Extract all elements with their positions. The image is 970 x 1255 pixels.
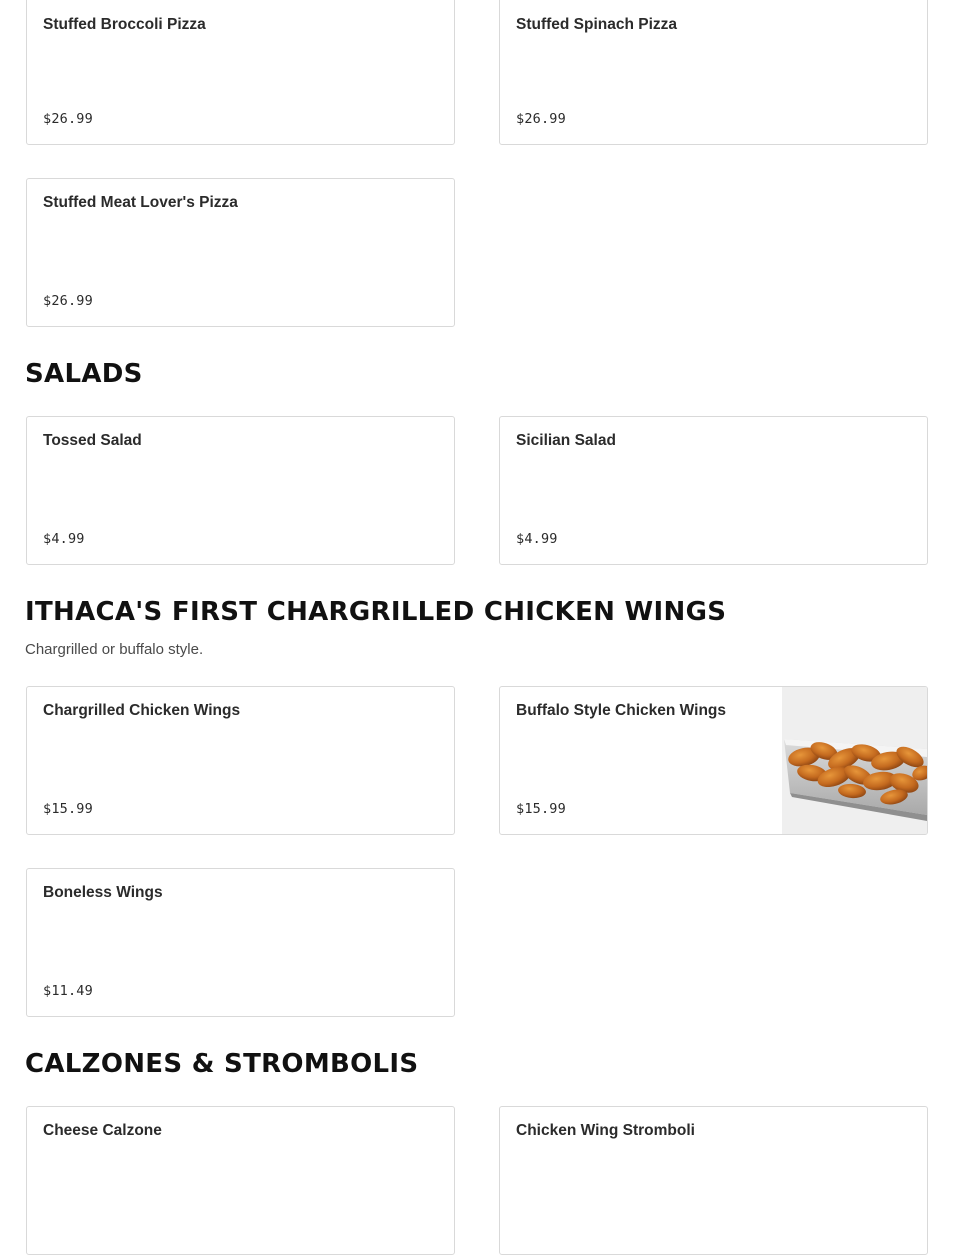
- section-description: Chargrilled or buffalo style.: [25, 641, 204, 658]
- section-title-salads: SALADS: [25, 359, 143, 389]
- item-price: $26.99: [516, 111, 566, 127]
- chicken-wings-tray-image: [782, 687, 927, 834]
- menu-item-card[interactable]: [26, 686, 455, 835]
- item-name: Chargrilled Chicken Wings: [43, 702, 241, 719]
- menu-item-card[interactable]: [26, 868, 455, 1017]
- menu-item-card[interactable]: [499, 416, 928, 565]
- section-title-calzones: CALZONES & STROMBOLIS: [25, 1049, 419, 1079]
- item-price: $4.99: [43, 531, 85, 547]
- item-price: $15.99: [43, 801, 93, 817]
- menu-item-card[interactable]: [499, 686, 928, 835]
- item-name: Cheese Calzone: [43, 1122, 162, 1139]
- section-title-wings: ITHACA'S FIRST CHARGRILLED CHICKEN WINGS: [25, 597, 727, 627]
- item-price: $4.99: [516, 531, 558, 547]
- menu-item-card[interactable]: [26, 178, 455, 327]
- item-price: $15.99: [516, 801, 566, 817]
- item-price: $11.49: [43, 983, 93, 999]
- item-name: Buffalo Style Chicken Wings: [516, 702, 726, 719]
- item-name: Stuffed Broccoli Pizza: [43, 16, 206, 33]
- item-photo: [782, 687, 927, 834]
- item-price: $26.99: [43, 293, 93, 309]
- menu-item-card[interactable]: [499, 1106, 928, 1255]
- item-name: Tossed Salad: [43, 432, 142, 449]
- item-name: Boneless Wings: [43, 884, 163, 901]
- menu-item-card[interactable]: [499, 0, 928, 145]
- item-price: $26.99: [43, 111, 93, 127]
- menu-item-card[interactable]: [26, 416, 455, 565]
- item-name: Stuffed Meat Lover's Pizza: [43, 194, 238, 211]
- menu-item-card[interactable]: [26, 1106, 455, 1255]
- item-name: Chicken Wing Stromboli: [516, 1122, 695, 1139]
- menu-item-card[interactable]: [26, 0, 455, 145]
- item-name: Sicilian Salad: [516, 432, 616, 449]
- item-name: Stuffed Spinach Pizza: [516, 16, 678, 33]
